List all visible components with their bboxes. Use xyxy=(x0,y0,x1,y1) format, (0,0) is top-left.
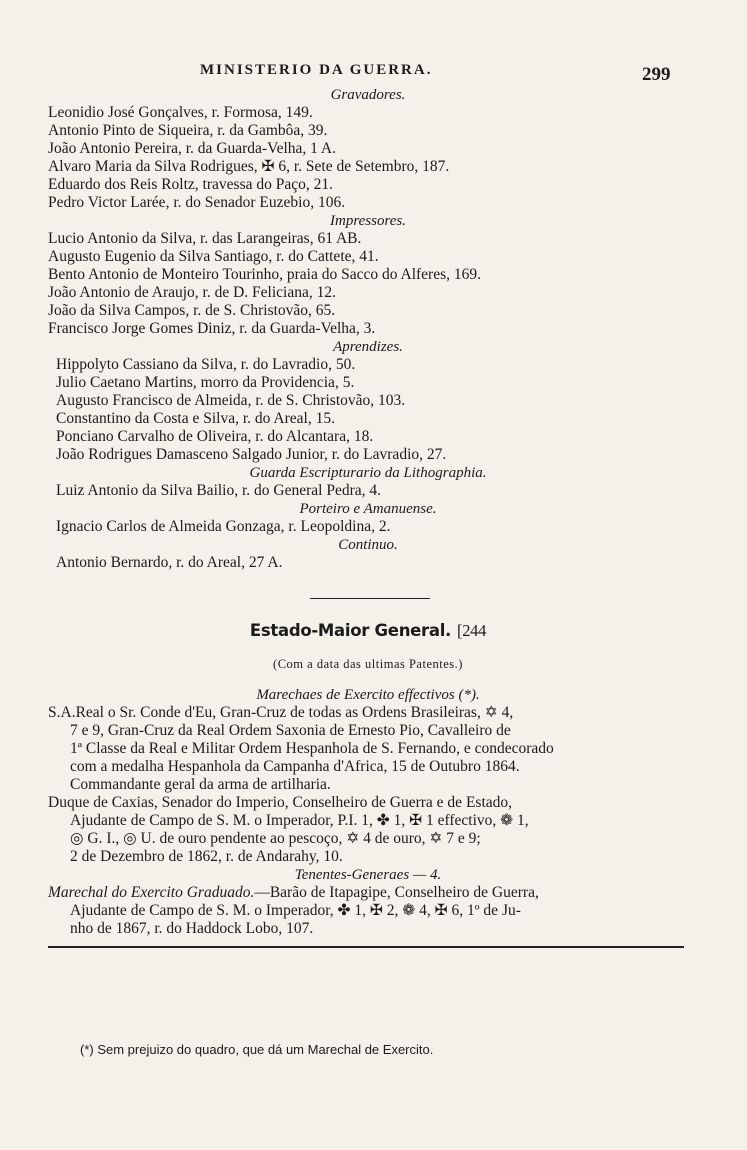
heading-tenentes-generaes: Tenentes-Generaes — 4. xyxy=(294,867,442,883)
section-divider xyxy=(310,598,430,599)
list-item: Augusto Francisco de Almeida, r. de S. Christovão, 103. xyxy=(56,392,406,409)
entry-barao-itapagipe xyxy=(48,884,688,938)
list-item: Antonio Bernardo, r. do Areal, 27 A. xyxy=(56,554,283,571)
entry-line: Ajudante de Campo de S. M. o Imperador, P.I. 1, ✤ 1, ✠ 1 effectivo, ❁ 1, xyxy=(70,812,529,829)
entry-line: 2 de Dezembro de 1862, r. de Andarahy, 10. xyxy=(70,848,343,865)
list-item: Ponciano Carvalho de Oliveira, r. do Alcantara, 18. xyxy=(56,428,374,445)
entry-conde-deu xyxy=(48,704,688,794)
entry-rank-label: Marechal do Exercito Graduado. xyxy=(48,884,255,901)
list-item: Ignacio Carlos de Almeida Gonzaga, r. Leopoldina, 2. xyxy=(56,518,391,535)
heading-continuo: Continuo. xyxy=(338,537,398,553)
list-item: Constantino da Costa e Silva, r. do Areal, 15. xyxy=(56,410,335,427)
running-head xyxy=(0,62,747,84)
list-item: Lucio Antonio da Silva, r. das Larangeiras, 61 AB. xyxy=(48,230,362,247)
list-item: Leonidio José Gonçalves, r. Formosa, 149. xyxy=(48,104,313,121)
list-item: Julio Caetano Martins, morro da Providencia, 5. xyxy=(56,374,355,391)
heading-impressores: Impressores. xyxy=(330,213,406,229)
list-item: Eduardo dos Reis Roltz, travessa do Paço, 21. xyxy=(48,176,333,193)
heading-guarda-escripturario: Guarda Escripturario da Lithographia. xyxy=(249,465,487,481)
section-note: (Com a data das ultimas Patentes.) xyxy=(273,656,463,671)
entry-line: 7 e 9, Gran-Cruz da Real Ordem Saxonia de Ernesto Pio, Cavalleiro de xyxy=(70,722,511,739)
list-item: Francisco Jorge Gomes Diniz, r. da Guarda-Velha, 3. xyxy=(48,320,376,337)
footnote-divider xyxy=(48,946,684,948)
list-item: Augusto Eugenio da Silva Santiago, r. do Cattete, 41. xyxy=(48,248,379,265)
heading-porteiro: Porteiro e Amanuense. xyxy=(299,501,437,517)
entry-line: Commandante geral da arma de artilharia. xyxy=(70,776,331,793)
section-title-text: Estado-Maior General. xyxy=(249,621,452,640)
entry-duque-caxias xyxy=(48,794,688,866)
entry-line: com a medalha Hespanhola da Campanha d'Africa, 15 de Outubro 1864. xyxy=(70,758,520,775)
list-item: João Antonio de Araujo, r. de D. Feliciana, 12. xyxy=(48,284,336,301)
entry-line: S.A.Real o Sr. Conde d'Eu, Gran-Cruz de todas as Ordens Brasileiras, ✡ 4, xyxy=(48,704,514,721)
entry-line xyxy=(48,884,688,902)
section-title-estado-maior xyxy=(48,621,688,641)
list-item: Bento Antonio de Monteiro Tourinho, praia do Sacco do Alferes, 169. xyxy=(48,266,481,283)
running-title: MINISTERIO DA GUERRA. xyxy=(200,62,433,78)
list-item: Alvaro Maria da Silva Rodrigues, ✠ 6, r. Sete de Setembro, 187. xyxy=(48,158,450,175)
list-item: Pedro Victor Larée, r. do Senador Euzebio, 106. xyxy=(48,194,346,211)
heading-aprendizes: Aprendizes. xyxy=(333,339,403,355)
page-number: 299 xyxy=(642,64,671,85)
list-item: João Antonio Pereira, r. da Guarda-Velha, 1 A. xyxy=(48,140,336,157)
section-count: [244 xyxy=(457,621,487,640)
list-item: Hippolyto Cassiano da Silva, r. do Lavradio, 50. xyxy=(56,356,356,373)
list-item: João Rodrigues Damasceno Salgado Junior, r. do Lavradio, 27. xyxy=(56,446,447,463)
heading-gravadores: Gravadores. xyxy=(330,87,406,103)
list-item: Antonio Pinto de Siqueira, r. da Gambôa, 39. xyxy=(48,122,328,139)
body-text xyxy=(48,86,688,948)
entry-line: Ajudante de Campo de S. M. o Imperador, ✤ 1, ✠ 2, ❁ 4, ✠ 6, 1º de Ju- xyxy=(70,902,521,919)
heading-marechaes: Marechaes de Exercito effectivos (*). xyxy=(256,687,480,703)
entry-line: ◎ G. I., ◎ U. de ouro pendente ao pescoço, ✡ 4 de ouro, ✡ 7 e 9; xyxy=(70,830,481,847)
footnote: (*) Sem prejuizo do quadro, que dá um Marechal de Exercito. xyxy=(80,1042,434,1057)
entry-text: —Barão de Itapagipe, Conselheiro de Guerra, xyxy=(254,884,539,901)
entry-line: 1ª Classe da Real e Militar Ordem Hespanhola de S. Fernando, e condecorado xyxy=(70,740,554,757)
list-item: Luiz Antonio da Silva Bailio, r. do General Pedra, 4. xyxy=(56,482,382,499)
entry-line: Duque de Caxias, Senador do Imperio, Conselheiro de Guerra e de Estado, xyxy=(48,794,513,811)
list-item: João da Silva Campos, r. de S. Christovão, 65. xyxy=(48,302,336,319)
entry-line: nho de 1867, r. do Haddock Lobo, 107. xyxy=(70,920,314,937)
